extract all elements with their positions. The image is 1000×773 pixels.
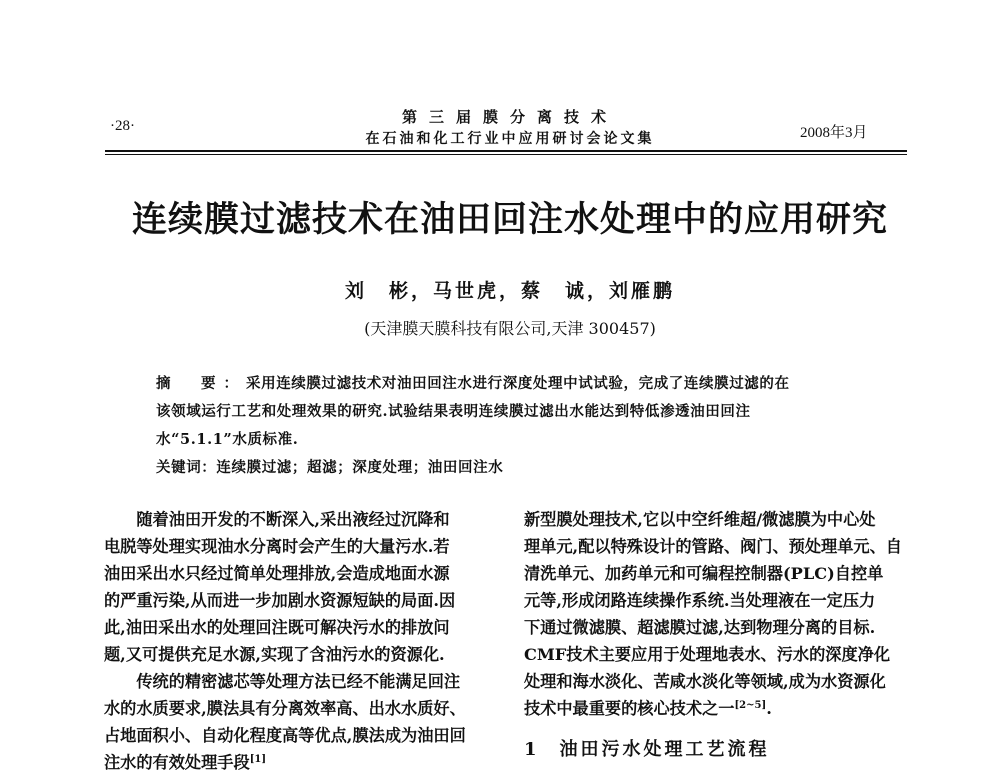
keywords-label: 关键词： — [156, 459, 217, 476]
body-left-line — [104, 749, 266, 773]
section-heading — [524, 735, 770, 761]
publication-date: 2008年3月 — [800, 125, 868, 141]
body-left-line: 随着油田开发的不断深入,采出液经过沉降和 — [104, 510, 450, 529]
header-rule-thick — [105, 150, 907, 152]
body-left-line: 电脱等处理实现油水分离时会产生的大量污水.若 — [104, 537, 450, 556]
body-left-line: 的严重污染,从而进一步加剧水资源短缺的局面.因 — [104, 591, 456, 610]
header-rule-thin — [105, 154, 907, 155]
proceedings-title-line2: 在石油和化工行业中应用研讨会论文集 — [365, 131, 655, 147]
abstract-label: 摘 要： — [156, 375, 246, 392]
body-left-line: 此,油田采出水的处理回注既可解决污水的排放问 — [104, 618, 450, 637]
body-left-line: 题,又可提供充足水源,实现了含油污水的资源化. — [104, 645, 445, 664]
abstract-line: 水“5.1.1”水质标准. — [156, 431, 299, 448]
body-right-line: 元等,形成闭路连续操作系统.当处理液在一定压力 — [524, 591, 876, 610]
abstract-line: 该领域运行工艺和处理效果的研究.试验结果表明连续膜过滤出水能达到特低渗透油田回注 — [156, 403, 751, 420]
citation-ref: [2~5] — [734, 700, 767, 711]
sentence-end: . — [766, 699, 772, 718]
section-title: 油田污水处理工艺流程 — [559, 739, 770, 760]
body-right-line: 新型膜处理技术,它以中空纤维超/微滤膜为中心处 — [524, 510, 876, 529]
page-number: ·28· — [110, 118, 135, 134]
abstract-line — [156, 372, 790, 393]
abstract-text: 采用连续膜过滤技术对油田回注水进行深度处理中试试验，完成了连续膜过滤的在 — [246, 375, 790, 392]
body-right-line: CMF技术主要应用于处理地表水、污水的深度净化 — [524, 645, 891, 664]
body-right-line — [524, 695, 772, 719]
author-list: 刘 彬，马世虎，蔡 诚，刘雁鹏 — [344, 280, 675, 302]
citation-ref: [1] — [249, 754, 267, 765]
body-left-line: 传统的精密滤芯等处理方法已经不能满足回注 — [104, 672, 461, 691]
body-left-text: 注水的有效处理手段 — [104, 753, 250, 772]
body-left-line: 占地面积小、自动化程度高等优点,膜法成为油田回 — [104, 726, 466, 745]
keywords-line — [156, 456, 503, 477]
body-left-line: 水的水质要求,膜法具有分离效率高、出水水质好、 — [104, 699, 466, 718]
body-right-text: 技术中最重要的核心技术之一 — [524, 699, 735, 718]
body-right-line: 处理和海水淡化、苦咸水淡化等领域,成为水资源化 — [524, 672, 886, 691]
section-number: 1 — [524, 739, 540, 760]
body-right-line: 下通过微滤膜、超滤膜过滤,达到物理分离的目标. — [524, 618, 876, 637]
body-right-line: 理单元,配以特殊设计的管路、阀门、预处理单元、自 — [524, 537, 902, 556]
proceedings-title-line1: 第三届膜分离技术 — [401, 108, 618, 126]
body-left-line: 油田采出水只经过简单处理排放,会造成地面水源 — [104, 564, 450, 583]
affiliation: (天津膜天膜科技有限公司,天津 300457) — [364, 319, 656, 338]
paper-title: 连续膜过滤技术在油田回注水处理中的应用研究 — [131, 199, 888, 240]
body-right-line: 清洗单元、加药单元和可编程控制器(PLC)自控单 — [524, 564, 884, 583]
keywords-text: 连续膜过滤；超滤；深度处理；油田回注水 — [216, 459, 504, 476]
